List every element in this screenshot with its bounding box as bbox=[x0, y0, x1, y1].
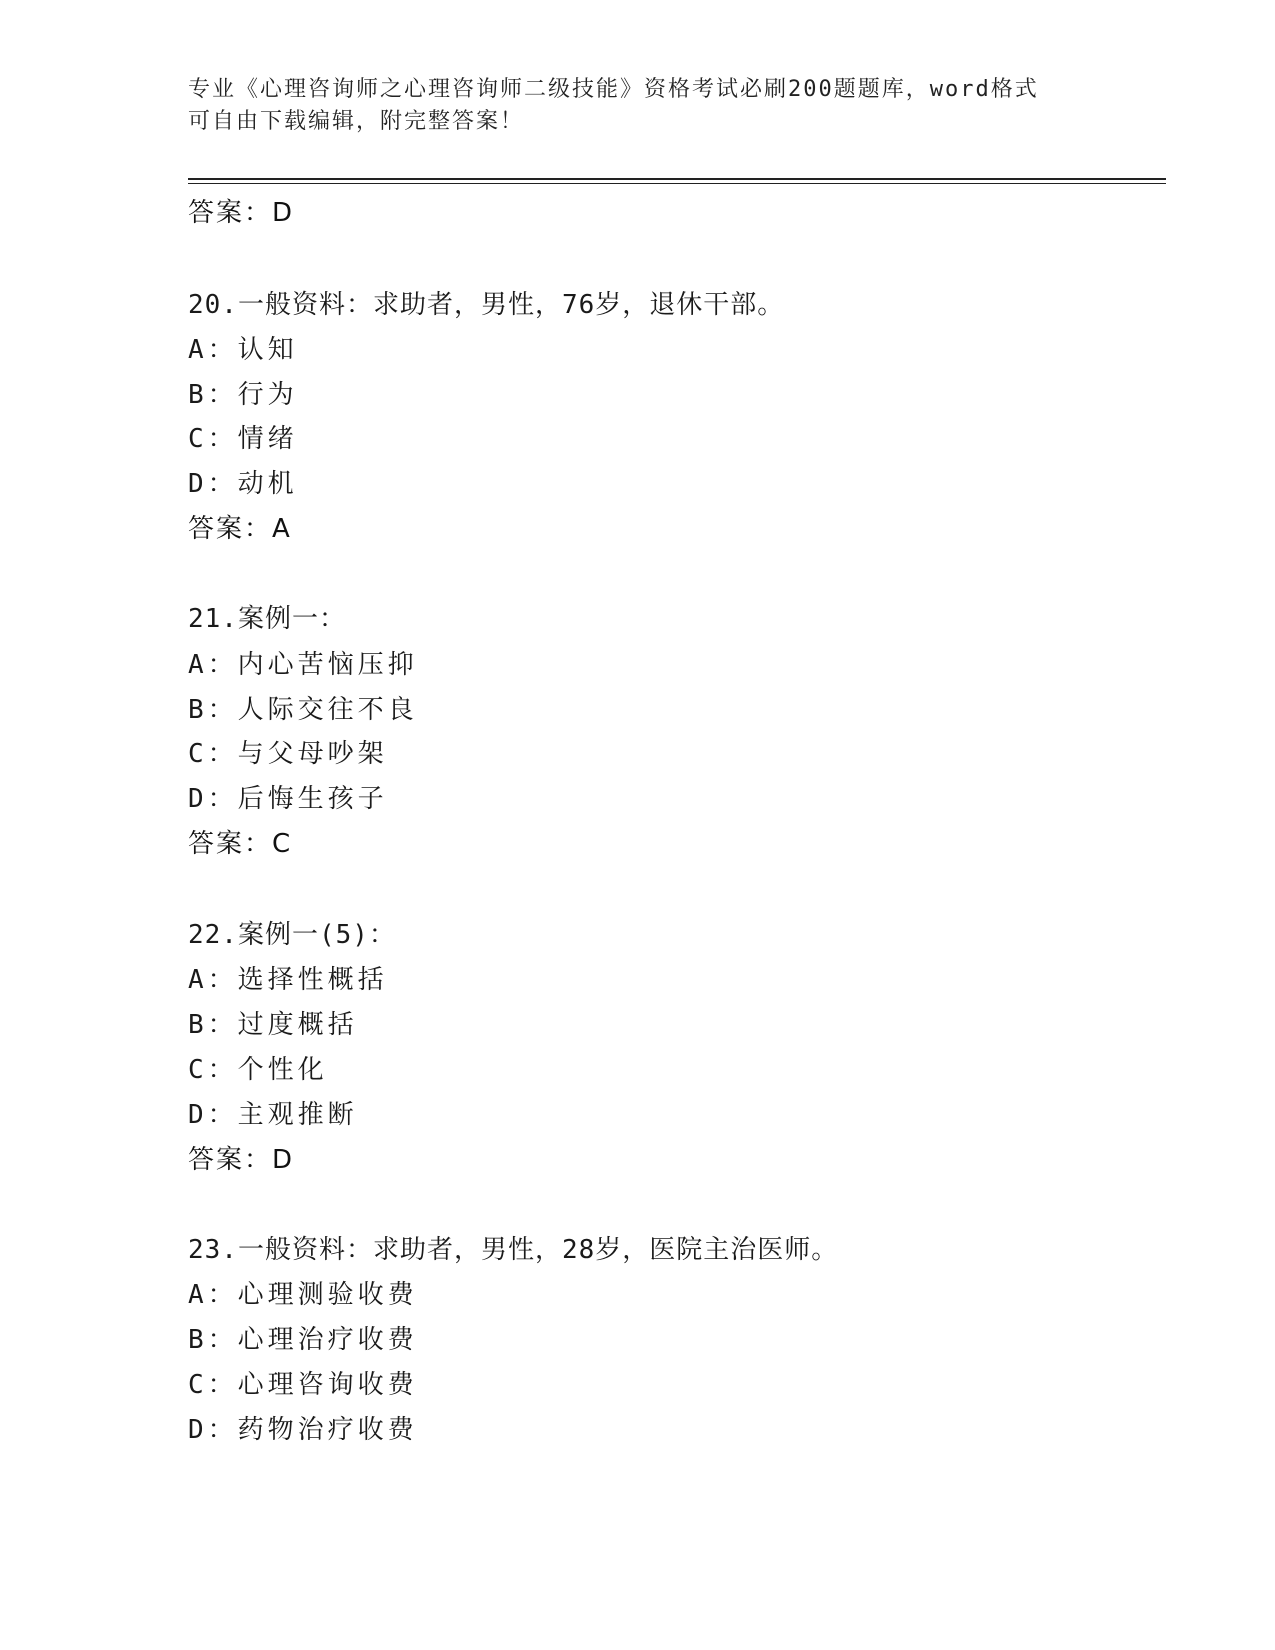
option-a: A：选择性概括 bbox=[188, 965, 388, 995]
answer-line: 答案：D bbox=[188, 1145, 295, 1175]
option-a: A：内心苦恼压抑 bbox=[188, 650, 418, 680]
option-c: C：与父母吵架 bbox=[188, 739, 388, 769]
document-header bbox=[188, 74, 1088, 138]
option-c: C：心理咨询收费 bbox=[188, 1370, 418, 1400]
option-a: A：认知 bbox=[188, 335, 298, 365]
option-b: B：过度概括 bbox=[188, 1010, 358, 1040]
question-stem: 21.案例一： bbox=[188, 604, 346, 634]
option-c: C：个性化 bbox=[188, 1055, 328, 1085]
option-d: D：药物治疗收费 bbox=[188, 1415, 418, 1445]
header-line-1: 专业《心理咨询师之心理咨询师二级技能》资格考试必刷200题题库，word格式 bbox=[188, 77, 1039, 102]
question-stem: 22.案例一(5)： bbox=[188, 920, 396, 950]
option-d: D：主观推断 bbox=[188, 1100, 358, 1130]
header-divider-thin bbox=[188, 183, 1166, 184]
option-b: B：心理治疗收费 bbox=[188, 1325, 418, 1355]
answer-line: 答案：C bbox=[188, 829, 293, 859]
option-a: A：心理测验收费 bbox=[188, 1280, 418, 1310]
answer-line: 答案：D bbox=[188, 198, 295, 228]
option-d: D：动机 bbox=[188, 469, 298, 499]
question-stem: 23.一般资料：求助者，男性，28岁，医院主治医师。 bbox=[188, 1235, 839, 1265]
option-d: D：后悔生孩子 bbox=[188, 784, 388, 814]
option-c: C：情绪 bbox=[188, 424, 298, 454]
question-stem: 20.一般资料：求助者，男性，76岁，退休干部。 bbox=[188, 290, 785, 320]
answer-line: 答案：A bbox=[188, 514, 292, 544]
option-b: B：行为 bbox=[188, 380, 298, 410]
header-divider-thick bbox=[188, 178, 1166, 180]
header-line-2: 可自由下载编辑，附完整答案！ bbox=[188, 109, 525, 134]
option-b: B：人际交往不良 bbox=[188, 695, 418, 725]
